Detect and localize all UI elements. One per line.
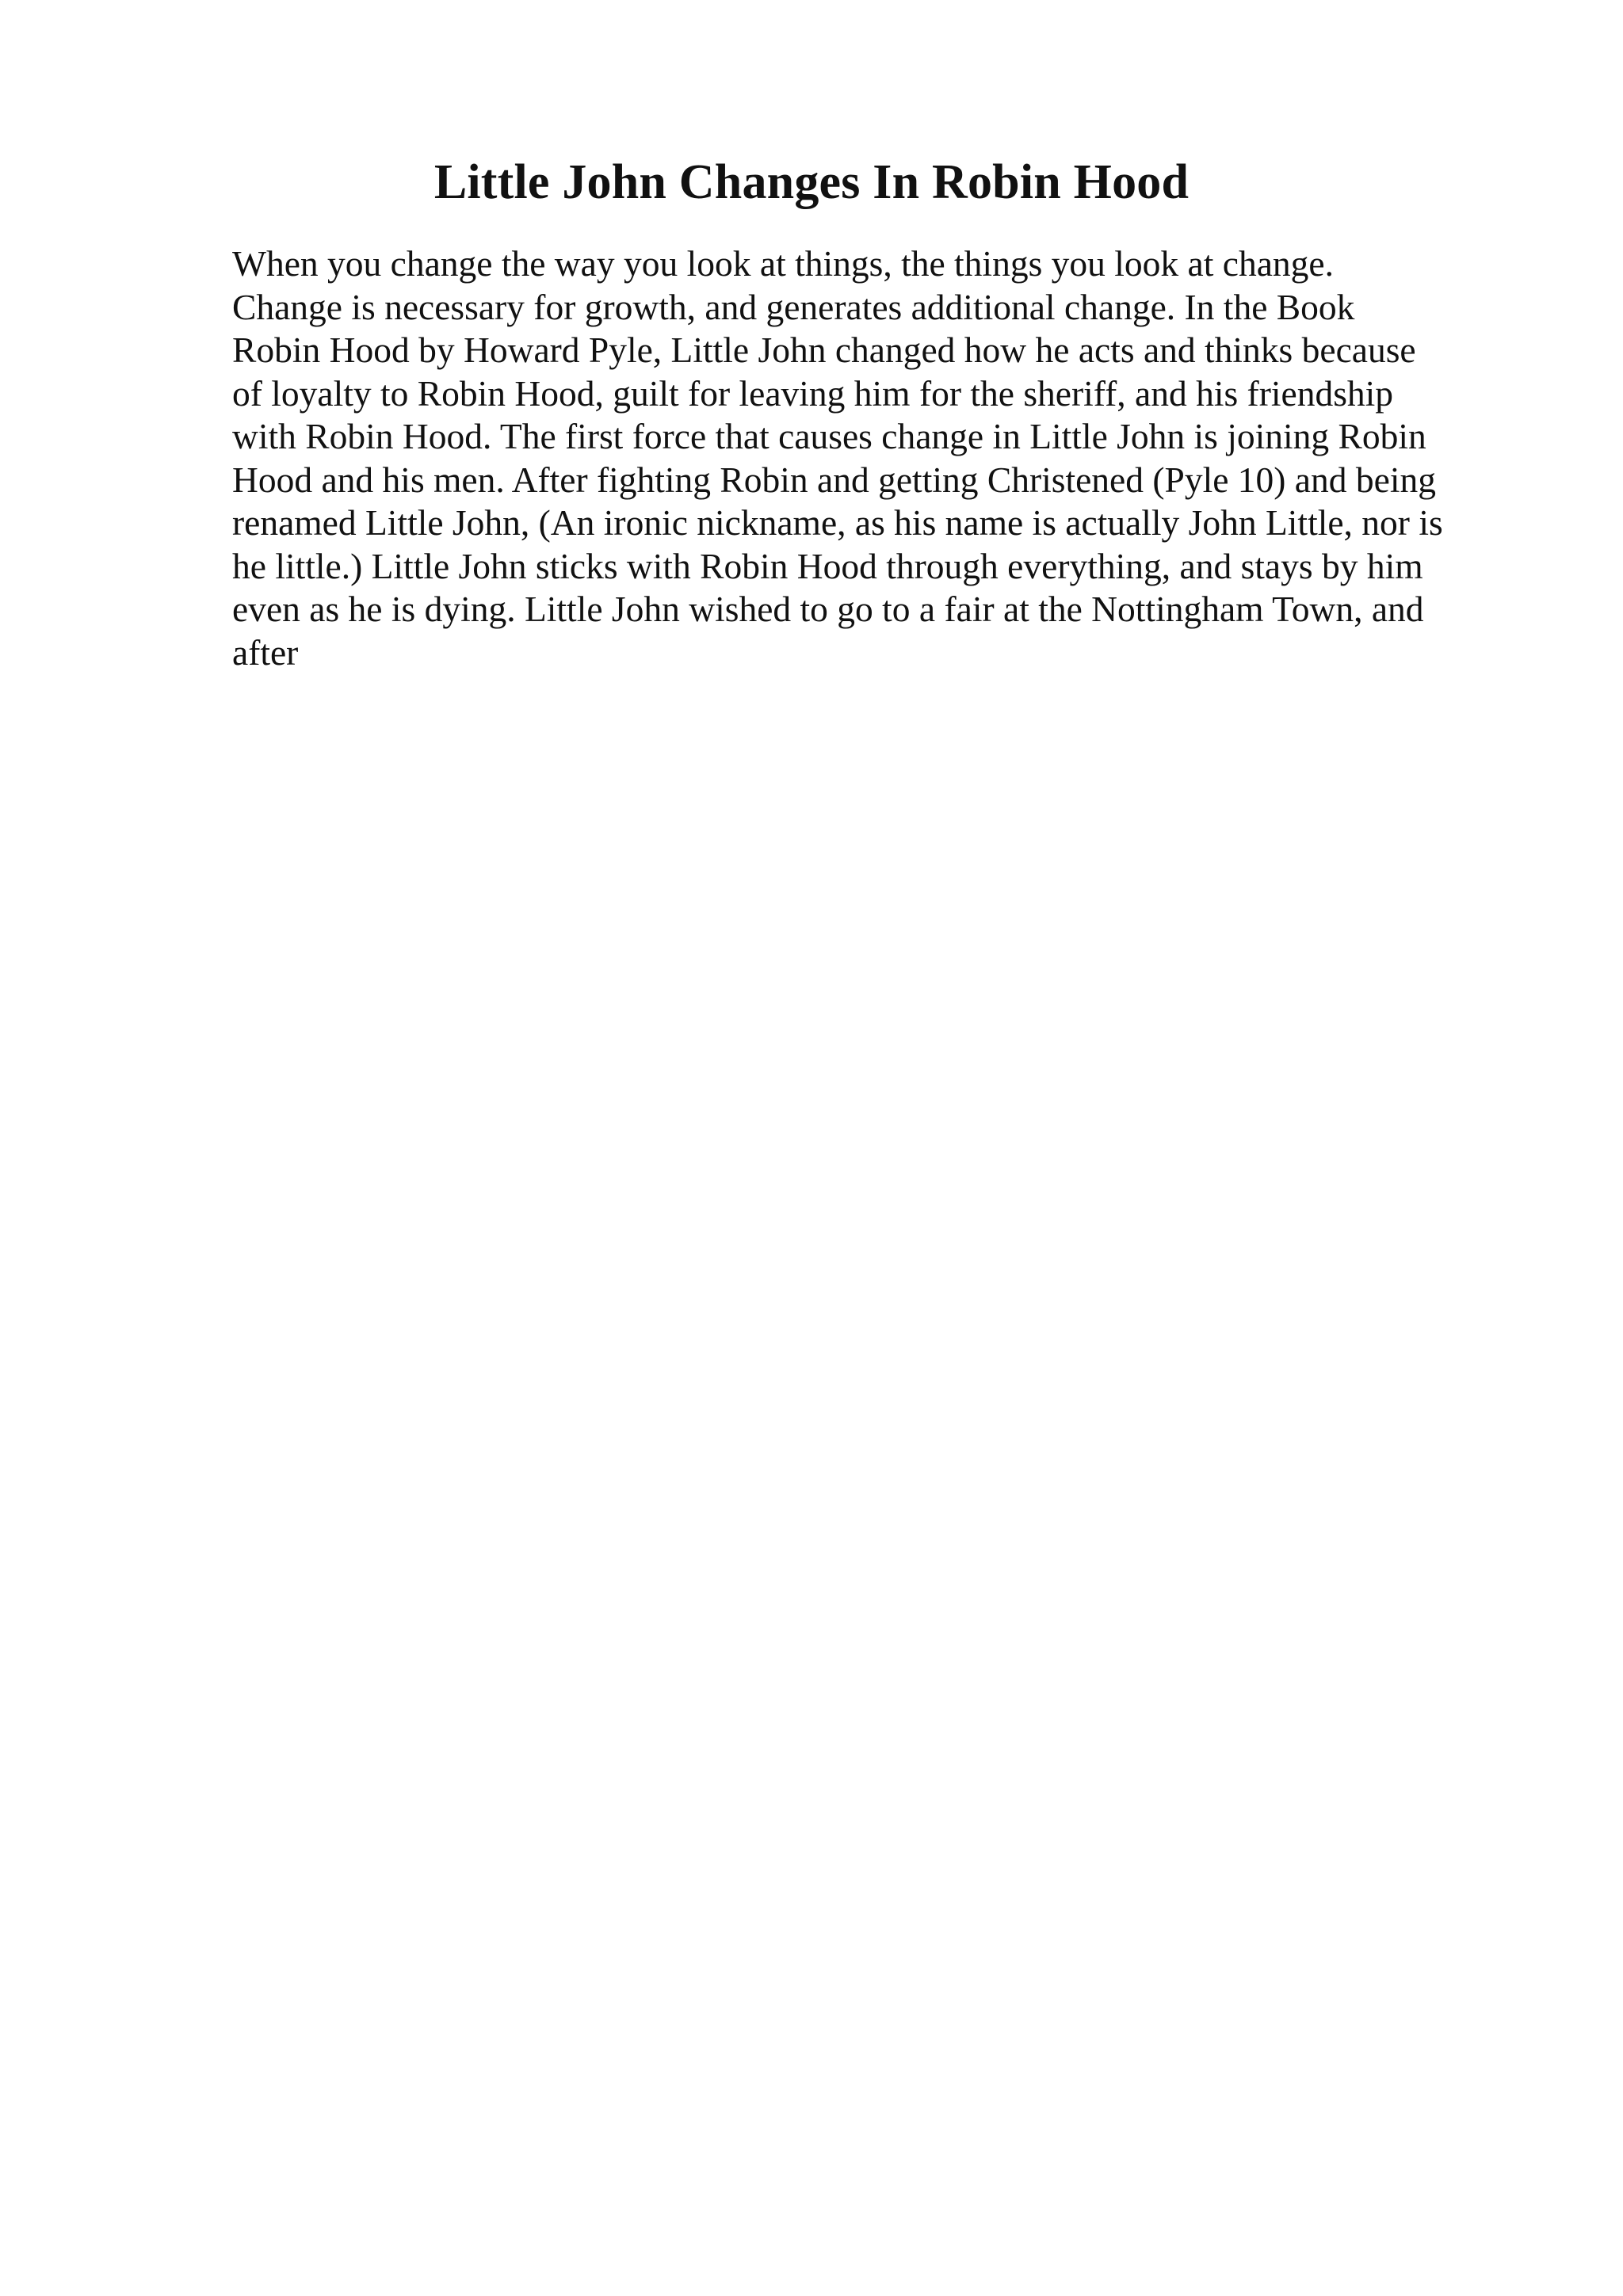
paragraph-line: even as he is dying. Little John wished to go to a fair at the Nottingham Town, and bbox=[232, 589, 1424, 629]
paragraph-line: renamed Little John, (An ironic nickname, as his name is actually John Little, nor is bbox=[232, 502, 1443, 543]
paragraph-line: Robin Hood by Howard Pyle, Little John changed how he acts and thinks because bbox=[232, 330, 1416, 370]
paragraph-line: When you change the way you look at things, the things you look at change. bbox=[232, 243, 1334, 284]
paragraph-line: of loyalty to Robin Hood, guilt for leaving him for the sheriff, and his friendship bbox=[232, 372, 1394, 414]
paragraph-line: he little.) Little John sticks with Robin Hood through everything, and stays by him bbox=[232, 545, 1423, 586]
body-paragraph bbox=[232, 242, 1443, 674]
paragraph-line: with Robin Hood. The first force that causes change in Little John is joining Robin bbox=[232, 416, 1426, 456]
paragraph-line: Change is necessary for growth, and generates additional change. In the Book bbox=[232, 286, 1355, 327]
paragraph-line: Hood and his men. After fighting Robin and getting Christened (Pyle 10) and being bbox=[232, 459, 1436, 500]
paragraph-line: after bbox=[232, 631, 299, 673]
document-title: Little John Changes In Robin Hood bbox=[433, 155, 1190, 209]
